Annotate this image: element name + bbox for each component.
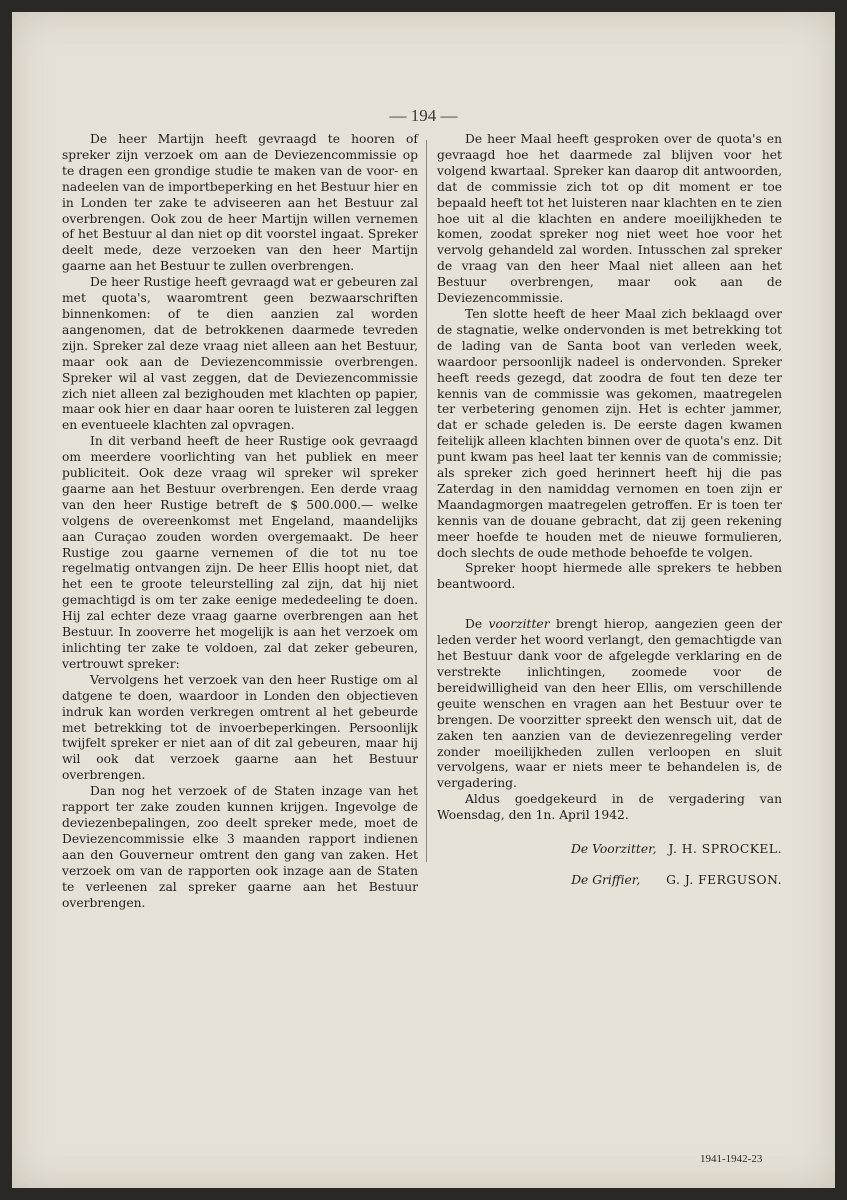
signature-name: G. J. FERGUSON. bbox=[666, 872, 782, 887]
signature-name: J. H. SPROCKEL. bbox=[668, 842, 782, 857]
document-page bbox=[12, 12, 835, 1188]
paragraph: Spreker hoopt hiermede alle sprekers te hebben beantwoord. bbox=[437, 561, 782, 592]
paragraph: De heer Martijn heeft gevraagd te hooren of spreker zijn verzoek om aan de Deviezencommissie op te dragen een grondige studie te maken van de voor- en nadeelen van de importbeperking en het Bestuur hier en in Londen ter zake te adviseeren aan het Bestuur zal overbrengen. Ook zou de heer Martijn willen vernemen of het Bestuur al dan niet op dit voorstel ingaat. Spreker deelt mede, deze verzoeken van den heer Martijn gaarne aan het Bestuur te zullen overbrengen. bbox=[62, 132, 418, 274]
paragraph: In dit verband heeft de heer Rustige ook gevraagd om meerdere voorlichting van het publiek en meer publiciteit. Ook deze vraag wil spreker wil spreker gaarne aan het Bestuur overbrengen. Een derde vraag van den heer Rustige betreft de $ 500.000.— welke volgens de overeenkomst met Engeland, maandelijks aan Curaçao zouden worden overgemaakt. De heer Rustige zou gaarne vernemen of die tot nu toe regelmatig ontvangen zijn. De heer Ellis hoopt niet, dat het een te groote teleurstelling zal zijn, dat hij niet gemachtigd is om ter zake eenige mededeeling te doen. Hij zal echter deze vraag gaarne overbrengen aan het Bestuur. In zooverre het mogelijk is aan het verzoek om inlichting ter zake te voldoen, zal dat zeker gebeuren, vertrouwt spreker: bbox=[62, 434, 418, 671]
paragraph: De heer Rustige heeft gevraagd wat er gebeuren zal met quota's, waaromtrent geen bezwaarschriften binnenkomen: of te dien aanzien zal worden aangenomen, dat de betrokkenen daarmede tevreden zijn. Spreker zal deze vraag niet alleen aan het Bestuur, maar ook aan de Deviezencommissie overbrengen. Spreker wil al vast zeggen, dat de Deviezencommissie zich niet alleen zal bezighouden met klachten op papier, maar ook hier en daar haar ooren te luisteren zal leggen en eventueele klachten zal opvragen. bbox=[62, 275, 418, 433]
column-divider bbox=[426, 140, 427, 862]
paragraph: Dan nog het verzoek of de Staten inzage van het rapport ter zake zouden kunnen krijgen. Ingevolge de deviezenbepalingen, zoo deelt spreker mede, moet de Deviezencommissie elke 3 maanden rapport indienen aan den Gouverneur omtrent den gang van zaken. Het verzoek om van de rapporten ook inzage aan de Staten te verleenen zal spreker gaarne aan het Bestuur overbrengen. bbox=[62, 784, 418, 910]
footer-reference: 1941-1942-23 bbox=[700, 1153, 763, 1165]
right-column bbox=[437, 132, 782, 889]
left-column bbox=[62, 132, 418, 911]
page-number: — 194 — bbox=[389, 106, 458, 125]
text-span: De bbox=[465, 617, 489, 632]
closing-statement: Aldus goedgekeurd in de vergadering van Woensdag, den 1n. April 1942. bbox=[437, 792, 782, 823]
signature-clerk bbox=[437, 873, 782, 889]
signature-role: De Voorzitter, bbox=[571, 842, 657, 857]
signature-role: De Griffier, bbox=[571, 872, 641, 887]
paragraph-voorzitter bbox=[437, 617, 782, 792]
paragraph: Vervolgens het verzoek van den heer Rustige om al datgene te doen, waardoor in Londen den objectieven indruk kan worden verkregen omtrent al het gebeurde met betrekking tot de invoerbeperkingen. Persoonlijk twijfelt spreker er niet aan of dit zal gebeuren, maar hij wil ook dat verzoek gaarne aan het Bestuur overbrengen. bbox=[62, 672, 418, 783]
paragraph: Ten slotte heeft de heer Maal zich beklaagd over de stagnatie, welke ondervonden is met betrekking tot de lading van de Santa boot van verleden week, waardoor persoonlijk nadeel is ondervonden. Spreker heeft reeds gezegd, dat zoodra de fout ten deze ter kennis van de commissie was gekomen, maatregelen ter verbetering genomen zijn. Het is echter jammer, dat er schade geleden is. De eerste dagen kwamen feitelijk alleen klachten binnen over de quota's enz. Dit punt kwam pas heel laat ter kennis van de commissie; als spreker zich goed herinnert heeft hij die pas Zaterdag in den namiddag vernomen en toen zijn er Maandagmorgen maatregelen getroffen. Er is toen ter kennis van de douane gebracht, dat zij geen rekening meer hoefde te houden met de nieuwe formulieren, doch slechts de oude methode behoefde te volgen. bbox=[437, 306, 782, 560]
text-span: brengt hierop, aangezien geen der leden verder het woord verlangt, den gemachtigde van het Bestuur dank voor de afgelegde verklaring en de verstrekte inlichtingen, zoomede voor de bereidwilligheid van den heer Ellis, om verschillende geuite wenschen en vragen aan het Bestuur over te brengen. De voorzitter spreekt den wensch uit, dat de zaken ten aanzien van de deviezenregeling verder zonder moeilijkheden zullen verloopen en sluit vervolgens, waar er niets meer te behandelen is, de vergadering. bbox=[437, 617, 783, 791]
italic-term: voorzitter bbox=[488, 617, 550, 632]
paragraph: De heer Maal heeft gesproken over de quota's en gevraagd hoe het daarmede zal blijven voor het volgend kwartaal. Spreker kan daarop dit antwoorden, dat de commissie zich tot op dit moment er toe bepaald heeft tot het luisteren naar klachten en te zien hoe uit al die klachten en andere moeilijkheden te komen, zoodat spreker nog niet weet hoe voor het vervolg gehandeld zal worden. Intusschen zal spreker de vraag van den heer Maal niet alleen aan het Bestuur overbrengen, maar ook aan de Deviezencommissie. bbox=[437, 132, 782, 306]
signature-chairman bbox=[437, 842, 782, 858]
